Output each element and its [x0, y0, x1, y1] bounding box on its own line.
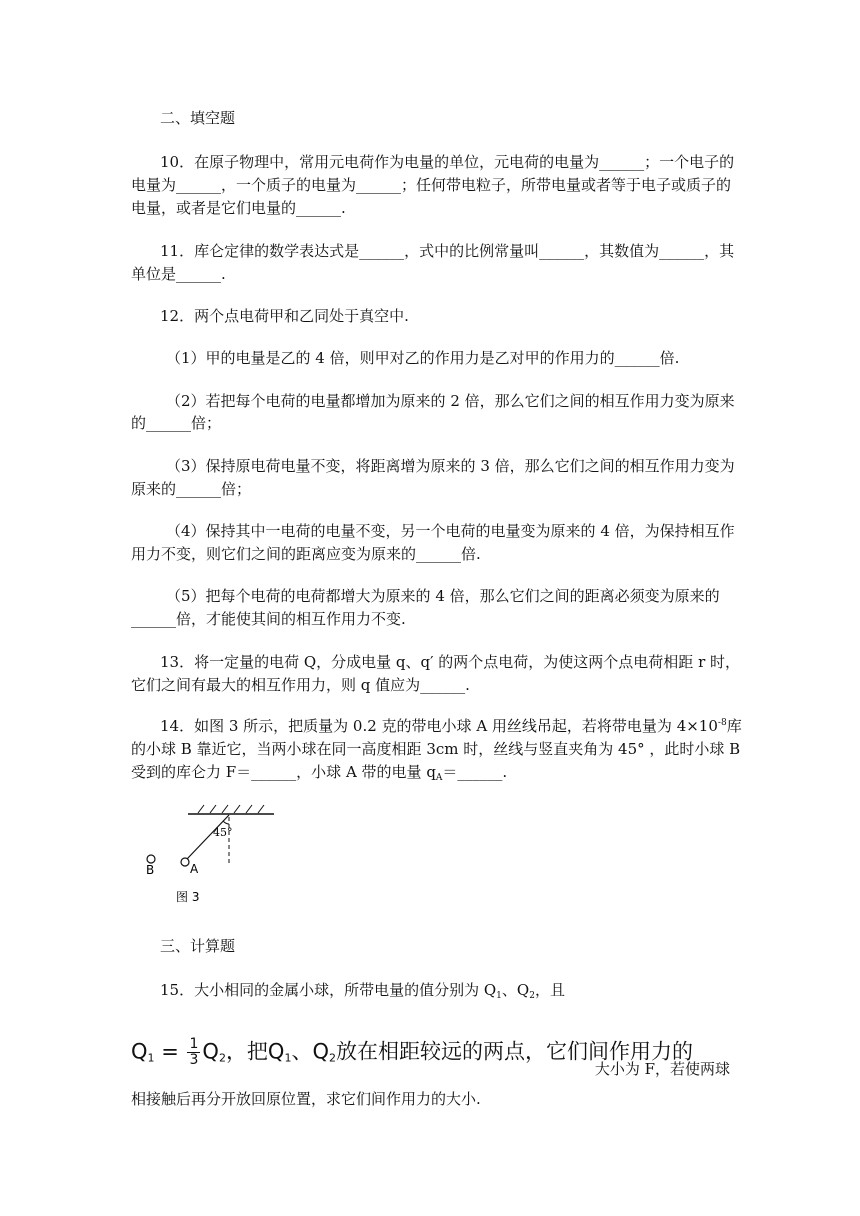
q11-line-2: 单位是______.	[131, 265, 226, 283]
q15-line-1-text-b: 、Q	[501, 981, 530, 999]
q14-line-1-text-a: 14．如图 3 所示，把质量为 0.2 克的带电小球 A 用丝线吊起，若将带电量为 4×10	[160, 717, 718, 735]
section-title-calculation: 三、计算题	[160, 937, 236, 955]
eq-fraction-denominator: 3	[189, 1052, 199, 1068]
q14-line-3-text-b: ＝______.	[442, 763, 508, 781]
ball-a-label: A	[190, 862, 199, 876]
ceiling-hatching	[188, 805, 274, 814]
eq-text-a: ，把Q	[225, 1039, 285, 1064]
ball-b-label: B	[146, 863, 155, 877]
ball-b	[147, 855, 155, 863]
q12-part-3-line-2: 原来的______倍；	[131, 480, 252, 498]
eq-text-subscript-1: 1	[284, 1051, 292, 1065]
section-title-fill-in: 二、填空题	[160, 109, 236, 127]
q15-subscript-1: 1	[496, 991, 502, 1001]
q13-line-2: 它们之间有最大的相互作用力，则 q 值应为______.	[131, 676, 470, 694]
q12-part-4-line-2: 用力不变，则它们之间的距离应变为原来的______倍.	[131, 545, 481, 563]
q15-line-3: 大小为 F，若使两球	[594, 1060, 730, 1078]
q11-line-1: 11．库仑定律的数学表达式是______，式中的比例常量叫______，其数值为______，其	[160, 242, 735, 260]
q14-line-1-text-b: 库	[726, 717, 742, 735]
q14-subscript-a: A	[435, 773, 443, 783]
q10-line-1: 10．在原子物理中，常用元电荷作为电量的单位，元电荷的电量为______；一个电子的	[160, 153, 735, 171]
eq-q2: Q	[202, 1039, 219, 1064]
eq-text-subscript-2: 2	[329, 1051, 336, 1065]
q15-line-1-text-a: 15．大小相同的金属小球，所带电量的值分别为 Q	[160, 981, 497, 999]
eq-q1-subscript: 1	[147, 1051, 155, 1065]
angle-arc	[223, 821, 229, 824]
q15-subscript-2: 2	[529, 991, 535, 1001]
q14-line-1	[160, 716, 742, 736]
q14-line-3-text-a: 受到的库仑力 F＝______，小球 A 带的电量 q	[131, 763, 436, 781]
q10-line-3: 电量，或者是它们电量的______.	[131, 199, 346, 217]
q13-line-1: 13．将一定量的电荷 Q，分成电量 q、q′ 的两个点电荷，为使这两个点电荷相距 r 时，	[160, 653, 741, 671]
eq-fraction	[187, 1037, 200, 1068]
ball-a	[181, 858, 189, 866]
eq-text-b: 、Q	[291, 1039, 329, 1064]
figure-caption: 图 3	[176, 890, 200, 904]
q14-line-3	[131, 762, 507, 782]
q12-part-5-line-1: （5）把每个电荷的电荷都增大为原来的 4 倍，那么它们之间的距离必须变为原来的	[166, 587, 720, 605]
q12-part-1: （1）甲的电量是乙的 4 倍，则甲对乙的作用力是乙对甲的作用力的______倍.	[166, 349, 680, 367]
eq-fraction-numerator: 1	[189, 1036, 199, 1052]
q10-line-2: 电量为______，一个质子的电量为______；任何带电粒子，所带电量或者等于电子或质子的	[131, 176, 732, 194]
angle-label: 45°	[213, 826, 233, 839]
q15-line-1	[160, 980, 565, 1000]
q14-exponent: -8	[717, 718, 727, 728]
q12-part-5-line-2: ______倍，才能使其间的相互作用力不变.	[131, 610, 406, 628]
q12-part-2-line-2: 的______倍；	[131, 414, 222, 432]
q12-stem: 12．两个点电荷甲和乙同处于真空中.	[160, 307, 409, 325]
eq-q1: Q	[131, 1039, 148, 1064]
eq-q2-subscript: 2	[218, 1051, 226, 1065]
eq-equals: =	[154, 1039, 186, 1064]
figure-3-diagram	[140, 797, 290, 912]
q12-part-3-line-1: （3）保持原电荷电量不变，将距离增为原来的 3 倍，那么它们之间的相互作用力变为	[166, 457, 735, 475]
q12-part-2-line-1: （2）若把每个电荷的电量都增加为原来的 2 倍，那么它们之间的相互作用力变为原来	[166, 392, 735, 410]
eq-text-c: 放在相距较远的两点，它们间作用力的	[336, 1039, 693, 1064]
q15-line-1-text-c: ，且	[534, 981, 565, 999]
q15-line-4: 相接触后再分开放回原位置，求它们间作用力的大小.	[131, 1090, 481, 1108]
q12-part-4-line-1: （4）保持其中一电荷的电量不变，另一个电荷的电量变为原来的 4 倍，为保持相互作	[166, 522, 735, 540]
q14-line-2: 的小球 B 靠近它，当两小球在同一高度相距 3cm 时，丝线与竖直夹角为 45° ，此时小球 B	[131, 740, 741, 758]
